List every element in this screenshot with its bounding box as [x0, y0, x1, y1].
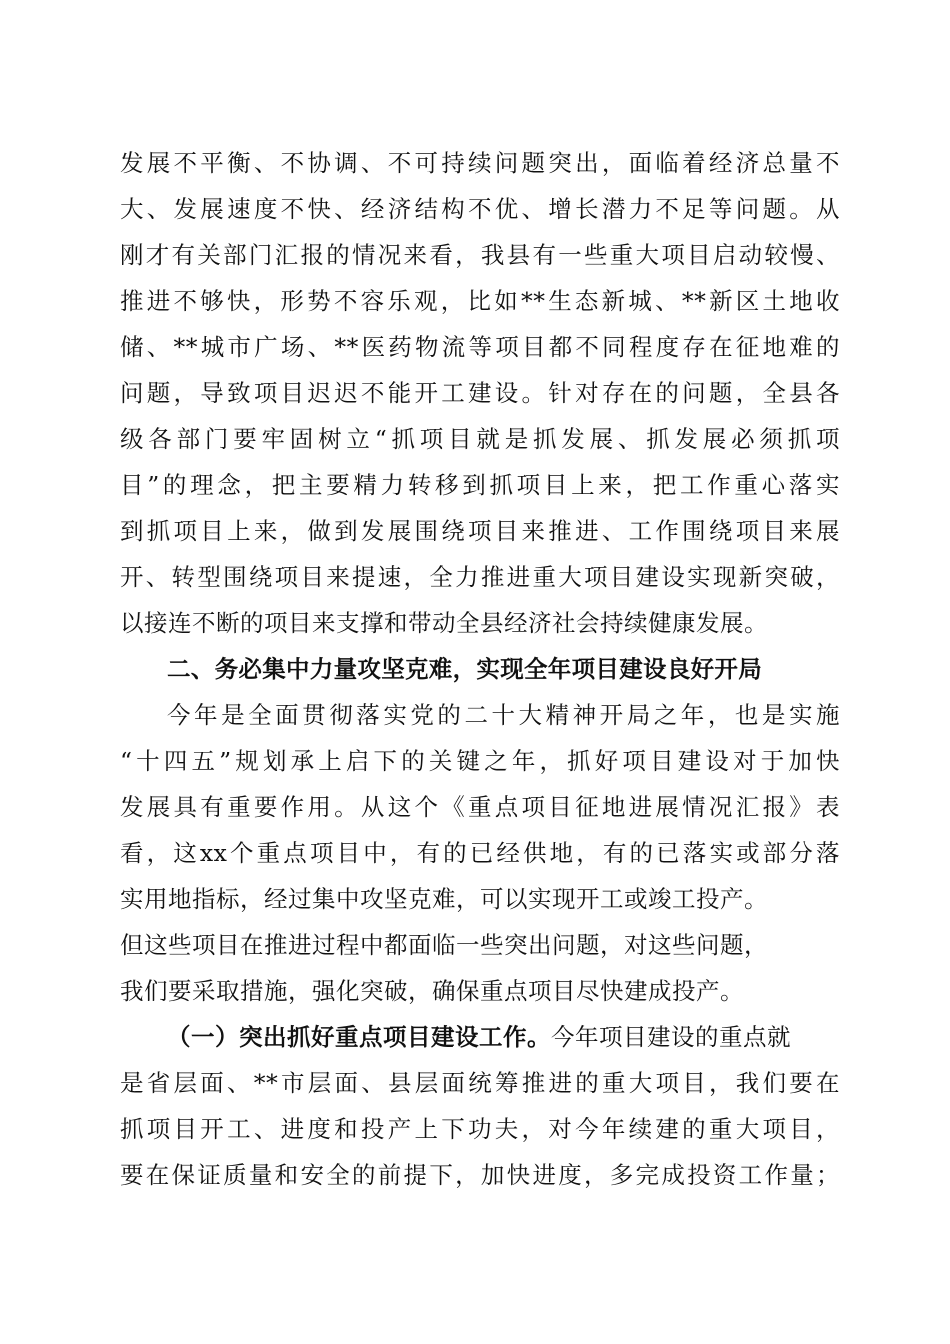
paragraph-3-line: 抓项目开工、进度和投产上下功夫，对今年续建的重大项目，	[120, 1115, 840, 1143]
paragraph-1-line: 大、发展速度不快、经济结构不优、增长潜力不足等问题。从	[120, 195, 840, 223]
paragraph-1-line: 推进不够快，形势不容乐观，比如**生态新城、**新区土地收	[120, 287, 840, 315]
paragraph-3-line: 要在保证质量和安全的前提下，加快进度，多完成投资工作量；	[120, 1161, 840, 1189]
paragraph-1-line: 发展不平衡、不协调、不可持续问题突出，面临着经济总量不	[120, 149, 840, 177]
paragraph-2-line: 实用地指标，经过集中攻坚克难，可以实现开工或竣工投产。	[120, 885, 768, 913]
paragraph-1-line: 问题，导致项目迟迟不能开工建设。针对存在的问题，全县各	[120, 379, 840, 407]
paragraph-3-text: 今年项目建设的重点就	[551, 1023, 791, 1051]
paragraph-1-line: 开、转型围绕项目来提速，全力推进重大项目建设实现新突破，	[120, 563, 840, 591]
paragraph-2-line: 我们要采取措施，强化突破，确保重点项目尽快建成投产。	[120, 977, 744, 1005]
section-heading: 二、务必集中力量攻坚克难，实现全年项目建设良好开局	[167, 655, 762, 683]
paragraph-1-line: 储、**城市广场、**医药物流等项目都不同程度存在征地难的	[120, 333, 840, 361]
paragraph-1-line: 刚才有关部门汇报的情况来看，我县有一些重大项目启动较慢、	[120, 241, 840, 269]
paragraph-1-line: 级各部门要牢固树立“抓项目就是抓发展、抓发展必须抓项	[120, 425, 840, 453]
paragraph-1-line: 目”的理念，把主要精力转移到抓项目上来，把工作重心落实	[120, 471, 840, 499]
paragraph-3-line: 是省层面、**市层面、县层面统筹推进的重大项目，我们要在	[120, 1069, 840, 1097]
paragraph-2-line: 但这些项目在推进过程中都面临一些突出问题，对这些问题，	[120, 931, 768, 959]
paragraph-1-line: 以接连不断的项目来支撑和带动全县经济社会持续健康发展。	[120, 609, 768, 637]
paragraph-2-line: 今年是全面贯彻落实党的二十大精神开局之年，也是实施	[167, 701, 840, 729]
paragraph-2-line: “十四五”规划承上启下的关键之年，抓好项目建设对于加快	[120, 747, 840, 775]
paragraph-2-line: 发展具有重要作用。从这个《重点项目征地进展情况汇报》表	[120, 793, 840, 821]
subsection-heading: （一）突出抓好重点项目建设工作。	[167, 1023, 551, 1051]
paragraph-3-first-line	[167, 1021, 840, 1053]
paragraph-1-line: 到抓项目上来，做到发展围绕项目来推进、工作围绕项目来展	[120, 517, 840, 545]
paragraph-2-line: 看，这xx个重点项目中，有的已经供地，有的已落实或部分落	[120, 839, 840, 867]
